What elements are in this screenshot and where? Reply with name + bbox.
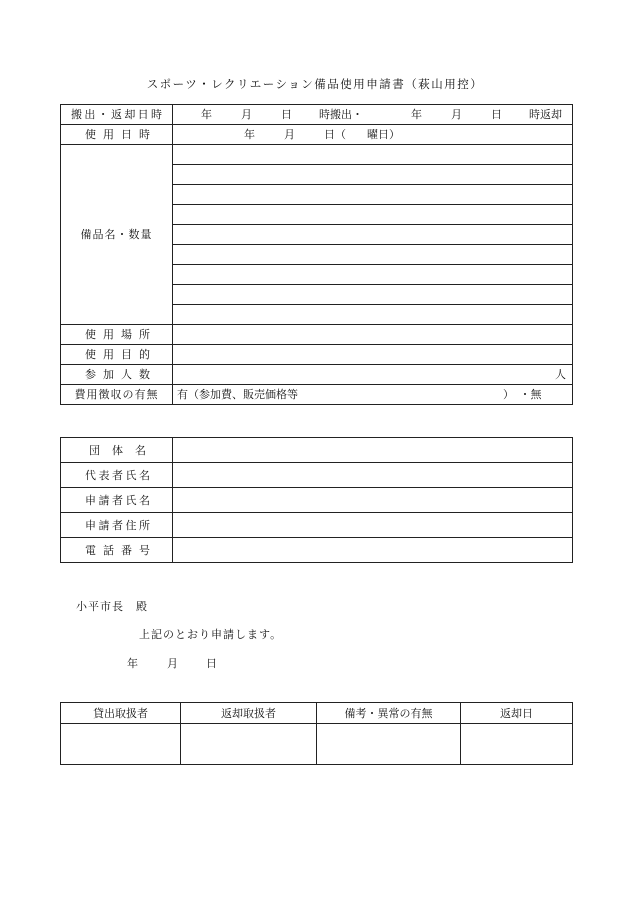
returner-cell[interactable] [181, 724, 317, 765]
fee-value[interactable]: 有（参加費、販売価格等 ） ・無 [173, 385, 573, 405]
item-line[interactable] [173, 145, 573, 165]
applicant-name-label: 申 請 者 氏 名 [61, 488, 173, 513]
remarks-cell[interactable] [317, 724, 461, 765]
rep-row [61, 463, 573, 488]
applicant-name-row [61, 488, 573, 513]
lender-cell[interactable] [61, 724, 181, 765]
item-line[interactable] [173, 165, 573, 185]
header-remarks: 備考・異常の有無 [317, 703, 461, 724]
phone-value[interactable] [173, 538, 573, 563]
place-row [61, 325, 573, 345]
use-datetime-value[interactable]: 年 月 日（ 曜日） [173, 125, 573, 145]
transport-row [61, 105, 573, 125]
item-line[interactable] [173, 185, 573, 205]
fee-label: 費用徴収の有無 [61, 385, 173, 405]
item-line[interactable] [173, 265, 573, 285]
group-row [61, 438, 573, 463]
transport-label: 搬 出 ・ 返 却 日 時 [61, 105, 173, 125]
applicant-addr-row [61, 513, 573, 538]
participants-label: 参 加 人 数 [61, 365, 173, 385]
use-datetime-label: 使 用 日 時 [61, 125, 173, 145]
applicant-name-value[interactable] [173, 488, 573, 513]
participants-value[interactable] [173, 365, 573, 385]
form-title: スポーツ・レクリエーション備品使用申請書（萩山用控） [146, 77, 484, 91]
office-table [60, 702, 573, 765]
applicant-table [60, 437, 573, 563]
transport-value[interactable]: 年 月 日 時搬出・ 年 月 日 時返却 [173, 105, 573, 125]
item-line[interactable] [173, 205, 573, 225]
statement: 上記のとおり申請します。 [139, 628, 283, 641]
equipment-table [60, 104, 573, 405]
items-row [61, 145, 573, 165]
purpose-row [61, 345, 573, 365]
fee-row [61, 385, 573, 405]
item-line[interactable] [173, 245, 573, 265]
date-year: 年 [127, 657, 138, 670]
rep-value[interactable] [173, 463, 573, 488]
place-label: 使 用 場 所 [61, 325, 173, 345]
rep-label: 代 表 者 氏 名 [61, 463, 173, 488]
purpose-label: 使 用 目 的 [61, 345, 173, 365]
place-value[interactable] [173, 325, 573, 345]
header-return-date: 返却日 [461, 703, 573, 724]
applicant-addr-value[interactable] [173, 513, 573, 538]
items-label: 備品名・数量 [61, 145, 173, 325]
item-line[interactable] [173, 305, 573, 325]
date-day: 日 [206, 657, 217, 670]
purpose-value[interactable] [173, 345, 573, 365]
participants-unit: 人 [555, 368, 566, 381]
office-header-row [61, 703, 573, 724]
group-value[interactable] [173, 438, 573, 463]
office-body-row [61, 724, 573, 765]
applicant-addr-label: 申 請 者 住 所 [61, 513, 173, 538]
use-datetime-row [61, 125, 573, 145]
participants-row [61, 365, 573, 385]
return-date-cell[interactable] [461, 724, 573, 765]
phone-label: 電 話 番 号 [61, 538, 173, 563]
item-line[interactable] [173, 225, 573, 245]
addressee: 小平市長 殿 [76, 600, 148, 613]
phone-row [61, 538, 573, 563]
item-line[interactable] [173, 285, 573, 305]
group-label: 団 体 名 [61, 438, 173, 463]
header-returner: 返却取扱者 [181, 703, 317, 724]
header-lender: 貸出取扱者 [61, 703, 181, 724]
date-month: 月 [167, 657, 178, 670]
